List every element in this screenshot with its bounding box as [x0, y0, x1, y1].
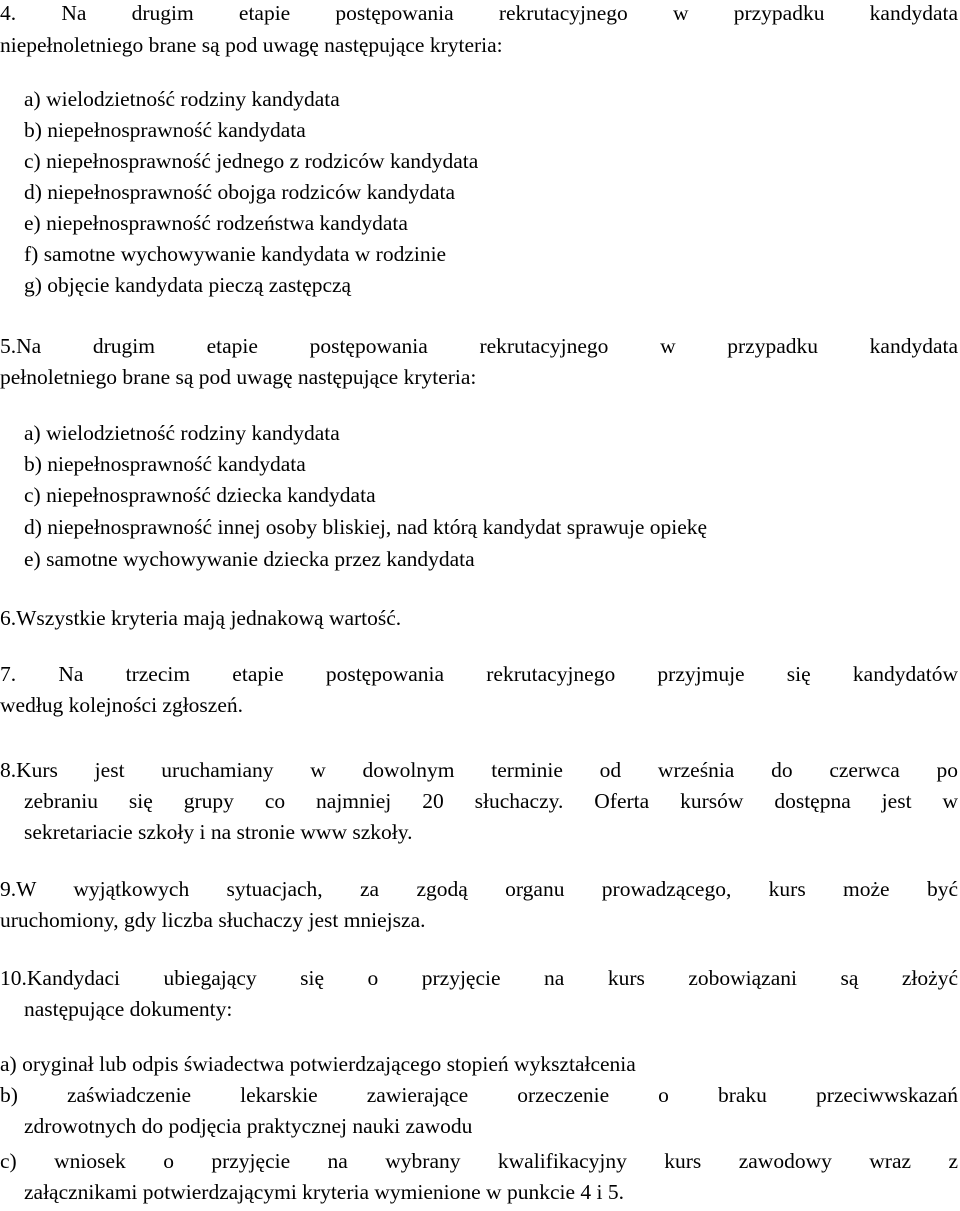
- section-10-item-a: a) oryginał lub odpis świadectwa potwierdzającego stopień wykształcenia: [0, 1052, 636, 1076]
- section-10-item-c-line-1: c) wniosek o przyjęcie na wybrany kwalifikacyjny kurs zawodowy wraz z: [0, 1149, 958, 1173]
- section-5-item-c: c) niepełnosprawność dziecka kandydata: [24, 483, 376, 507]
- section-5-heading-line-2: pełnoletniego brane są pod uwagę następujące kryteria:: [0, 365, 477, 389]
- section-8-line-1: 8.Kurs jest uruchamiany w dowolnym terminie od września do czerwca po: [0, 758, 958, 782]
- section-6-text: 6.Wszystkie kryteria mają jednakową wartość.: [0, 606, 402, 630]
- section-4-item-f: f) samotne wychowywanie kandydata w rodzinie: [24, 242, 447, 266]
- section-10-item-b-line-1: b) zaświadczenie lekarskie zawierające orzeczenie o braku przeciwwskazań: [0, 1083, 958, 1107]
- section-4-item-d: d) niepełnosprawność obojga rodziców kandydata: [24, 180, 456, 204]
- section-5-item-a: a) wielodzietność rodziny kandydata: [24, 421, 340, 445]
- section-4-item-e: e) niepełnosprawność rodzeństwa kandydata: [24, 211, 408, 235]
- section-7-line-2: według kolejności zgłoszeń.: [0, 693, 244, 717]
- section-4-item-g: g) objęcie kandydata pieczą zastępczą: [24, 273, 352, 297]
- section-5-item-d: d) niepełnosprawność innej osoby bliskiej, nad którą kandydat sprawuje opiekę: [24, 515, 708, 539]
- section-10-item-c-line-2: załącznikami potwierdzającymi kryteria wymienione w punkcie 4 i 5.: [24, 1180, 624, 1204]
- section-9-line-1: 9.W wyjątkowych sytuacjach, za zgodą organu prowadzącego, kurs może być: [0, 877, 958, 901]
- section-5-item-e: e) samotne wychowywanie dziecka przez kandydata: [24, 547, 475, 571]
- section-4-heading-line-2: niepełnoletniego brane są pod uwagę następujące kryteria:: [0, 33, 503, 57]
- section-9-line-2: uruchomiony, gdy liczba słuchaczy jest mniejsza.: [0, 908, 426, 932]
- section-5-item-b: b) niepełnosprawność kandydata: [24, 452, 306, 476]
- section-7-line-1: 7. Na trzecim etapie postępowania rekrutacyjnego przyjmuje się kandydatów: [0, 662, 958, 686]
- section-4-item-b: b) niepełnosprawność kandydata: [24, 118, 306, 142]
- section-10-line-2: następujące dokumenty:: [24, 997, 233, 1021]
- section-4-heading-line-1: 4. Na drugim etapie postępowania rekrutacyjnego w przypadku kandydata: [0, 1, 958, 25]
- section-4-item-a: a) wielodzietność rodziny kandydata: [24, 87, 340, 111]
- section-10-item-b-line-2: zdrowotnych do podjęcia praktycznej nauki zawodu: [24, 1114, 473, 1138]
- section-8-line-2: zebraniu się grupy co najmniej 20 słuchaczy. Oferta kursów dostępna jest w: [24, 789, 958, 813]
- section-10-line-1: 10.Kandydaci ubiegający się o przyjęcie na kurs zobowiązani są złożyć: [0, 966, 958, 990]
- section-5-heading-line-1: 5.Na drugim etapie postępowania rekrutacyjnego w przypadku kandydata: [0, 334, 958, 358]
- section-4-item-c: c) niepełnosprawność jednego z rodziców kandydata: [24, 149, 479, 173]
- section-8-line-3: sekretariacie szkoły i na stronie www szkoły.: [24, 820, 413, 844]
